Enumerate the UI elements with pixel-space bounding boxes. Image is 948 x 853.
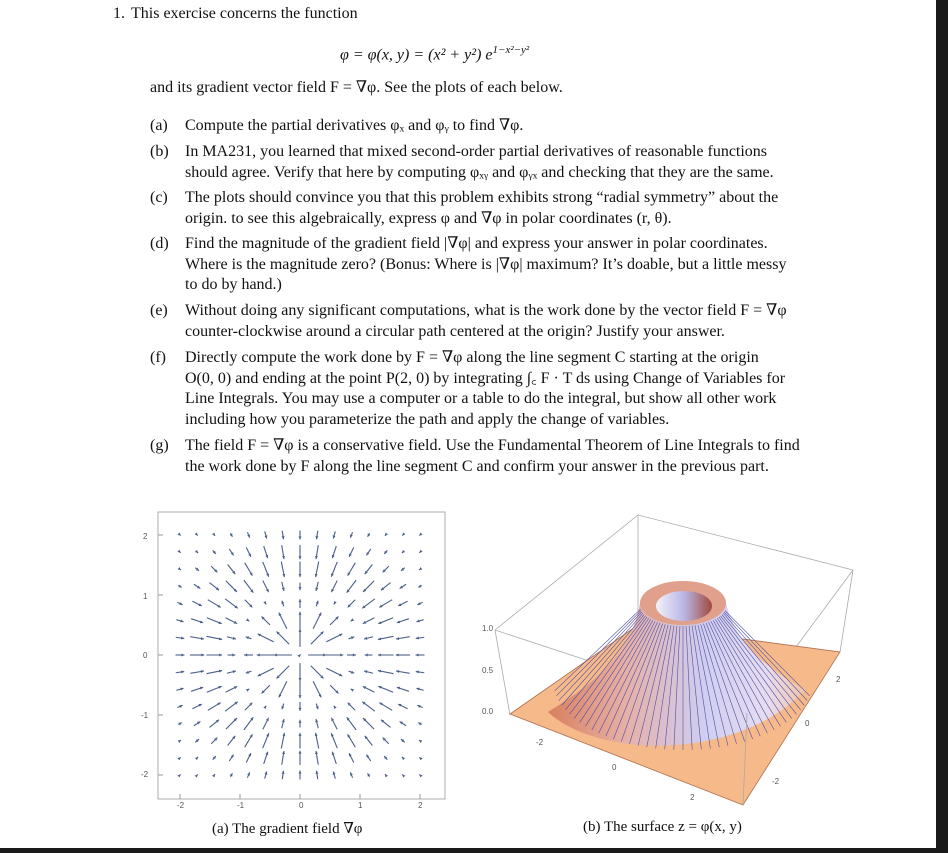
x-tick: 1 [358, 801, 363, 810]
x-tick: 0 [299, 801, 304, 810]
y-tick: -1 [141, 711, 149, 720]
subquestion-label: (f) [150, 349, 166, 366]
subquestion-text-line: Find the magnitude of the gradient field |∇φ| and express your answer in polar coordinates. [185, 235, 768, 252]
z-tick: 0.0 [482, 707, 494, 716]
subquestion-text-line: Where is the magnitude zero? (Bonus: Where is |∇φ| maximum? It’s doable, but a little messy [185, 255, 787, 273]
y-tick: 1 [143, 592, 148, 601]
subquestion-label: (b) [150, 143, 169, 160]
subquestion-text-line: to do by hand.) [185, 276, 282, 294]
subquestion-text-line: Directly compute the work done by F = ∇φ along the line segment C starting at the origin [185, 349, 759, 366]
x-tick: 0 [612, 763, 617, 772]
subquestion-label: (g) [150, 437, 169, 454]
y-tick: 2 [143, 532, 148, 541]
subquestion-text-line: counter-clockwise around a circular path centered at the origin? Justify your answer. [185, 322, 725, 340]
subquestion-label: (a) [150, 117, 168, 134]
subquestion-text-line: In MA231, you learned that mixed second-order partial derivatives of reasonable functions [185, 143, 768, 160]
figure-a-caption: (a) The gradient field ∇φ [212, 821, 363, 837]
subquestion-text-line: The field F = ∇φ is a conservative field. Use the Fundamental Theorem of Line Integrals to find [185, 437, 800, 454]
y-tick: 0 [805, 719, 810, 728]
subquestion-label: (d) [150, 235, 169, 252]
subquestion-text-line: Without doing any significant computations, what is the work done by the vector field F = ∇φ [185, 302, 787, 319]
subquestion-text-line: Compute the partial derivatives φₓ and φᵧ to find ∇φ. [185, 117, 524, 134]
subquestion-text-line: origin. to see this algebraically, express φ and ∇φ in polar coordinates (r, θ). [185, 209, 672, 227]
subquestion-text-line: Line Integrals. You may use a computer or a table to do the integral, but show all other work [185, 390, 777, 408]
y-tick: 0 [143, 651, 148, 660]
subquestion-text-line: the work done by F along the line segment C and confirm your answer in the previous part. [185, 457, 769, 475]
subquestion-text-line: should agree. Verify that here by computing φₓᵧ and φᵧₓ and checking that they are the same. [185, 163, 774, 181]
x-tick: 2 [690, 793, 695, 802]
z-tick: 0.5 [482, 666, 494, 675]
x-tick: -2 [536, 738, 544, 747]
subquestion-label: (e) [150, 302, 168, 319]
formula-main: φ = φ(x, y) = (x² + y²) e [340, 46, 493, 64]
subquestion-label: (c) [150, 189, 168, 206]
x-tick: -1 [237, 801, 245, 810]
y-tick: -2 [141, 770, 149, 779]
formula-exponent: 1−x²−y² [492, 44, 530, 56]
subquestion-text-line: The plots should convince you that this problem exhibits strong “radial symmetry” about the [185, 189, 779, 206]
subquestion-text-line: including how you parameterize the path and apply the change of variables. [185, 410, 670, 428]
problem-number: 1. [113, 5, 125, 22]
y-tick: 2 [836, 675, 841, 684]
subquestion-text-line: O(0, 0) and ending at the point P(2, 0) by integrating ∫꜀ F · T ds using Change of Variables for [185, 369, 786, 387]
x-tick: 2 [418, 801, 423, 810]
y-tick: -2 [772, 777, 780, 786]
volcano-crater [656, 591, 712, 621]
figure-b-caption: (b) The surface z = φ(x, y) [583, 819, 742, 835]
problem-after: and its gradient vector field F = ∇φ. See the plots of each below. [150, 79, 563, 96]
x-tick: -2 [177, 801, 185, 810]
z-tick: 1.0 [482, 624, 494, 633]
problem-intro: This exercise concerns the function [131, 5, 358, 22]
